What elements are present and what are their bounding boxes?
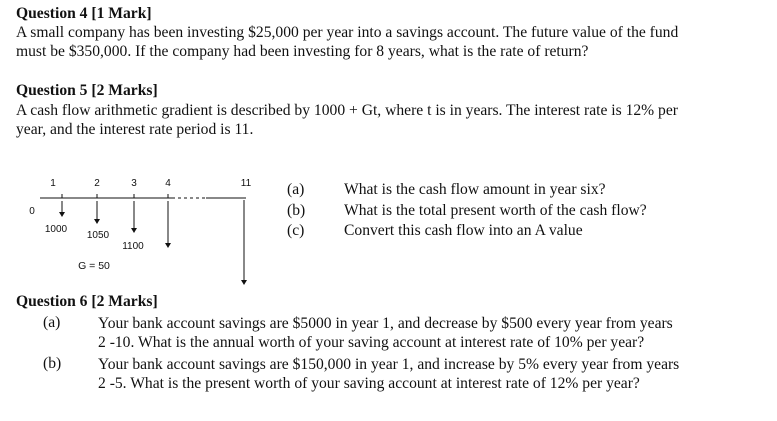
question-4-heading: Question 4 [1 Mark] — [16, 5, 152, 22]
amount-label-1050: 1050 — [86, 230, 110, 241]
q6-part-a-line-1: Your bank account savings are $5000 in year 1, and decrease by $500 every year from years — [98, 315, 673, 332]
arrow-year-1 — [59, 201, 65, 217]
arrow-year-11 — [241, 200, 247, 285]
period-label-11: 11 — [240, 178, 252, 189]
period-label-1: 1 — [50, 178, 56, 189]
question-4-line-2: must be $350,000. If the company had been investing for 8 years, what is the rate of return? — [16, 43, 589, 60]
gradient-label: G = 50 — [78, 260, 110, 272]
q6-part-b-line-2: 2 -5. What is the present worth of your saving account at interest rate of 12% per year? — [98, 375, 640, 392]
arrow-year-4 — [165, 201, 171, 248]
arrow-year-2 — [94, 201, 100, 224]
question-5-line-2: year, and the interest rate period is 11. — [16, 121, 254, 138]
period-label-4: 4 — [165, 178, 171, 189]
q6-part-a-label: (a) — [43, 314, 61, 331]
q6-part-b-line-1: Your bank account savings are $150,000 in year 1, and increase by 5% every year from years — [98, 356, 680, 373]
q5-part-a-label: (a) — [287, 181, 305, 198]
arrow-year-3 — [131, 201, 137, 233]
question-5-heading: Question 5 [2 Marks] — [16, 82, 158, 99]
q5-part-c-text: Convert this cash flow into an A value — [344, 222, 583, 239]
q5-part-b-text: What is the total present worth of the cash flow? — [344, 202, 647, 219]
question-6-heading: Question 6 [2 Marks] — [16, 293, 158, 310]
question-4-line-1: A small company has been investing $25,000 per year into a savings account. The future value of the fund — [16, 24, 679, 41]
q5-part-c-label: (c) — [287, 222, 305, 239]
period-label-3: 3 — [131, 178, 137, 189]
q6-part-b-label: (b) — [43, 355, 62, 372]
cash-flow-diagram — [0, 160, 280, 295]
period-label-2: 2 — [94, 178, 100, 189]
amount-label-1000: 1000 — [44, 224, 68, 235]
q5-part-a-text: What is the cash flow amount in year six? — [344, 181, 606, 198]
q5-part-b-label: (b) — [287, 202, 306, 219]
origin-label: 0 — [29, 206, 35, 217]
question-5-line-1: A cash flow arithmetic gradient is described by 1000 + Gt, where t is in years. The interest rate is 12% per — [16, 102, 678, 119]
amount-label-1100: 1100 — [122, 241, 144, 252]
q6-part-a-line-2: 2 -10. What is the annual worth of your saving account at interest rate of 10% per year? — [98, 334, 645, 351]
